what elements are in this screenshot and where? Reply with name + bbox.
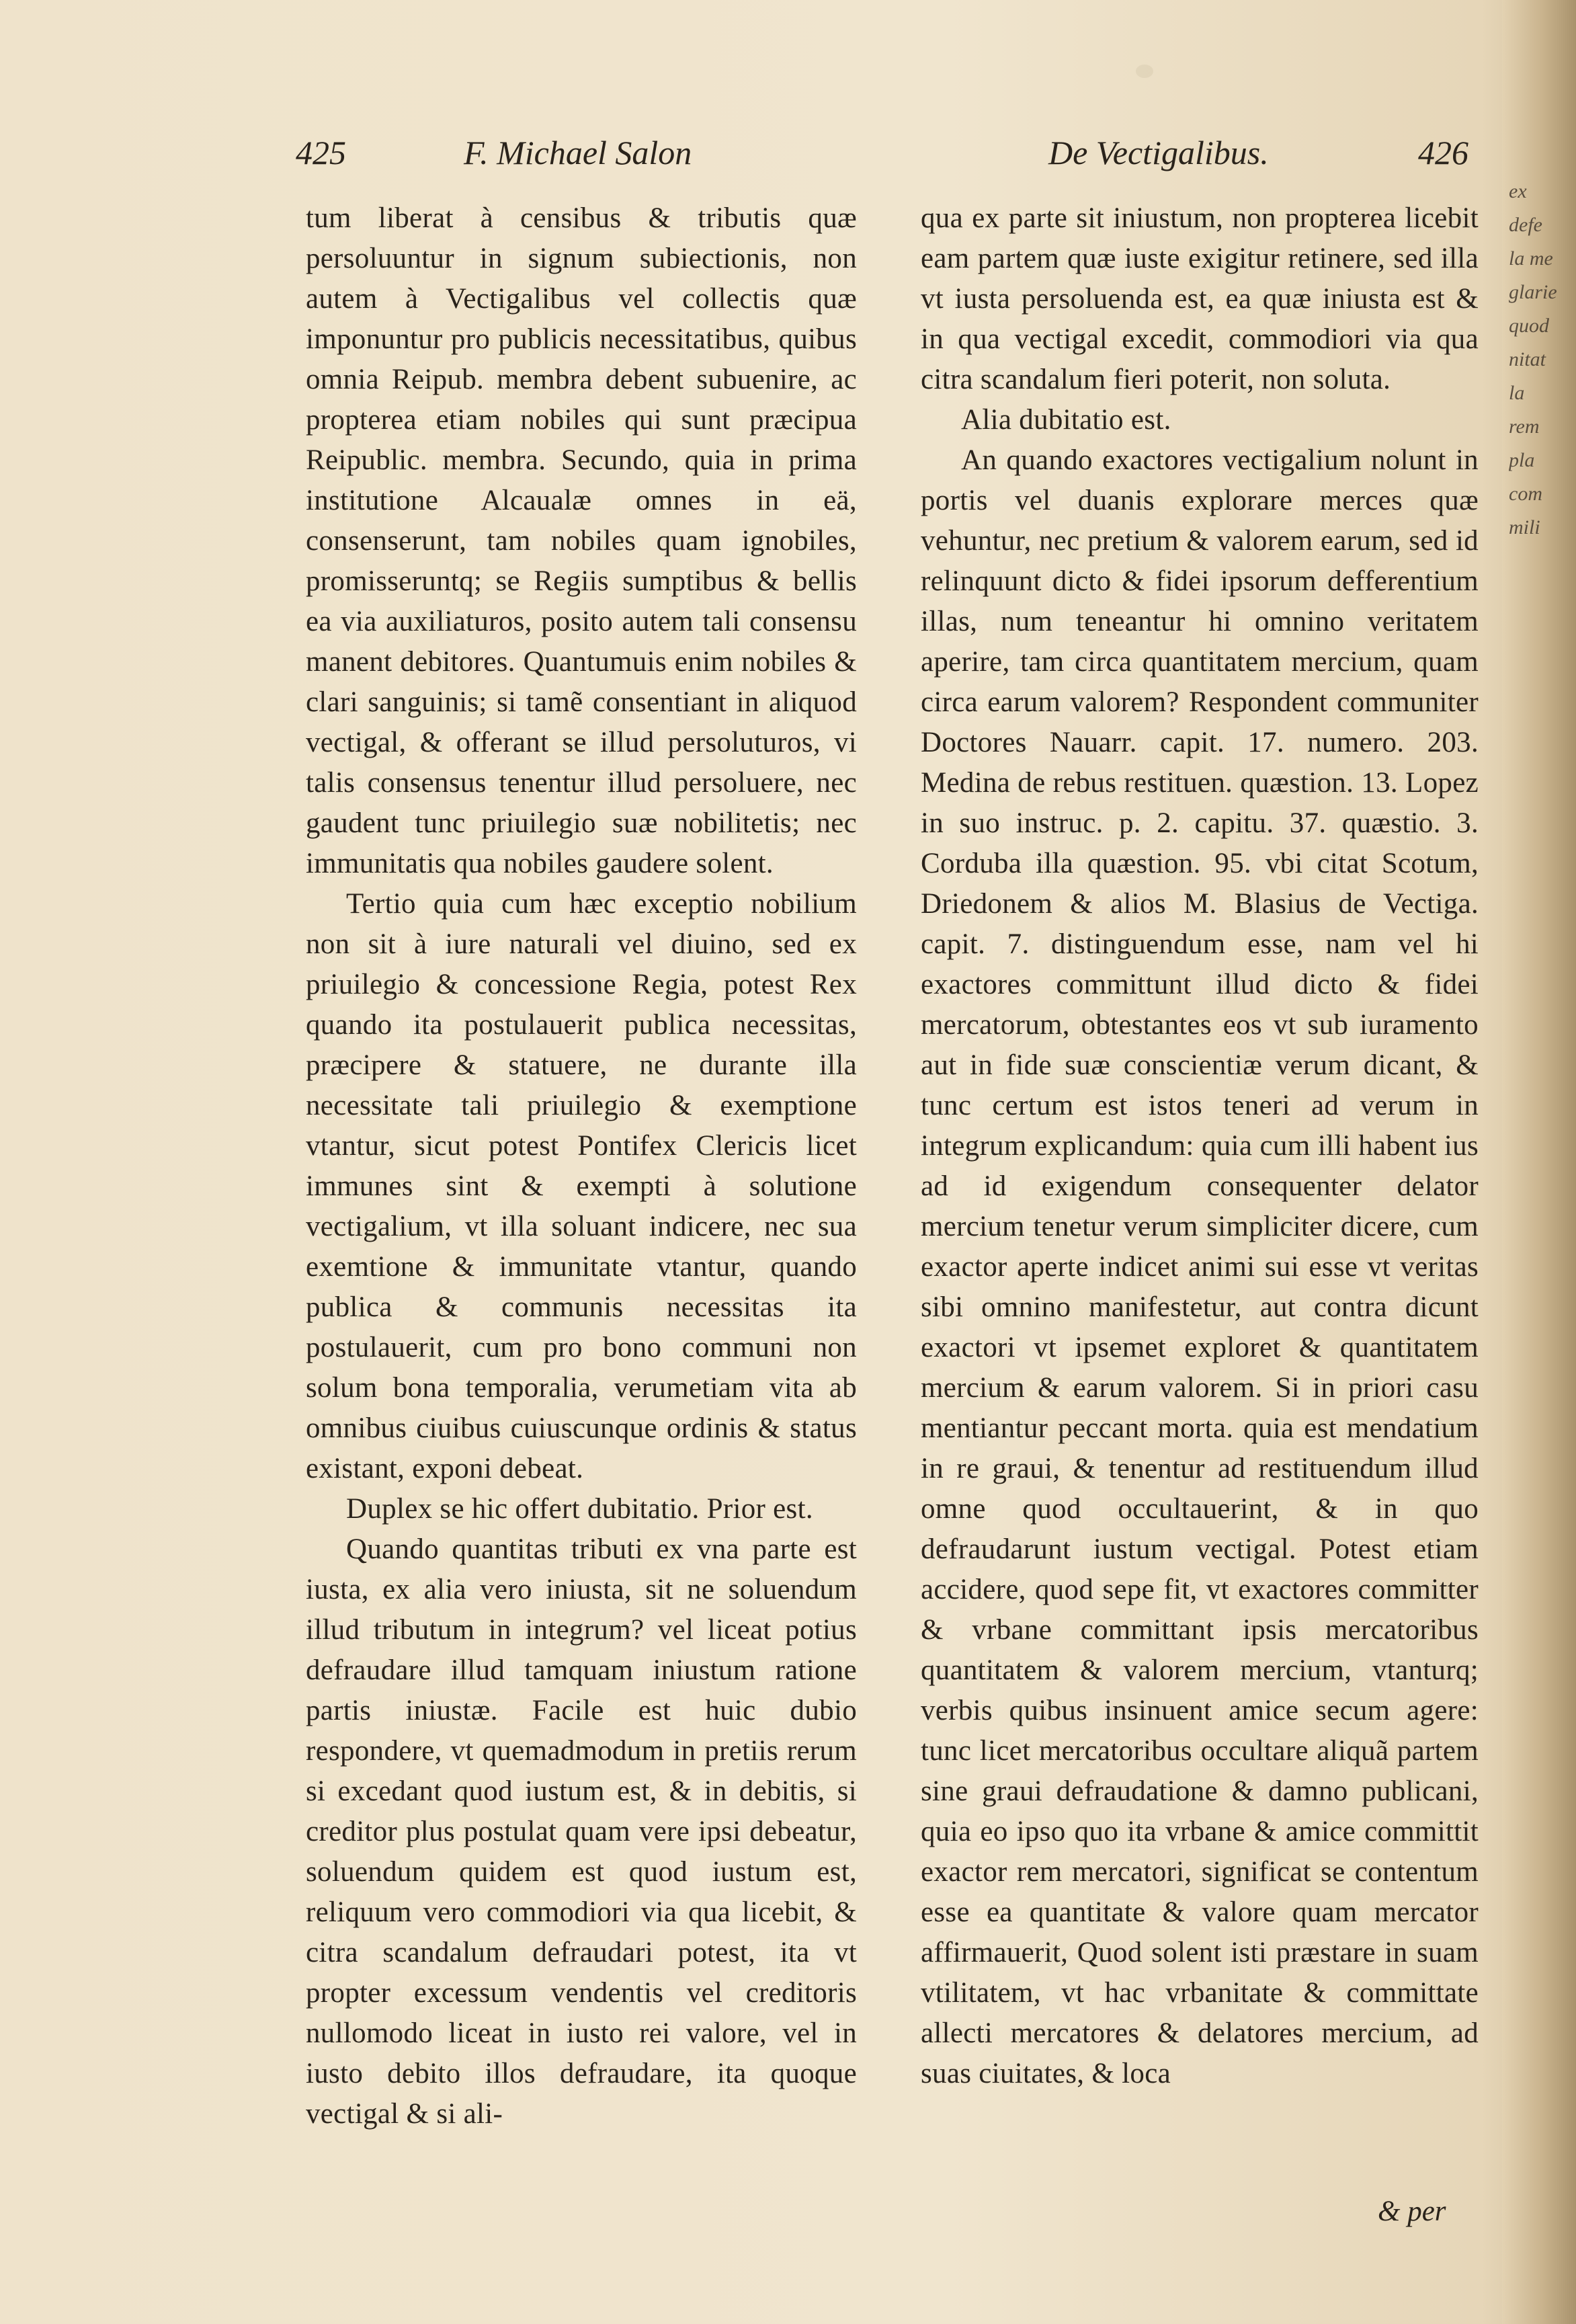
page-number-right: 426 xyxy=(1418,134,1468,171)
paragraph: Quando quantitas tributi ex vna parte est iusta, ex alia vero iniusta, sit ne soluendum illud tributum in integrum? vel liceat potius defraudare illud tamquam iniustum ratione partis iniustæ. Facile est huic dubio respondere, vt quemadmodum in pretiis rerum si excedant quod iustum est, & in debitis, si creditor plus postulat quam vere ipsi debeatur, soluendum quidem est quod iustum est, reliquum vero commodiori via qua licebit, & citra scandalum defraudari potest, ita vt propter excessum vendentis vel creditoris nullomodo liceat in iusto rei valore, vel in iusto debito illos defraudare, ita quoque vectigal & si ali- xyxy=(306,1533,857,2130)
paragraph: An quando exactores vectigalium nolunt in portis vel duanis explorare merces quæ vehuntur, nec pretium & valorem earum, sed id relinquunt dicto & fidei ipsorum defferentium illas, num teneantur hi omnino veritatem aperire, tam circa quantitatem mercium, quam circa earum valorem? Respondent communiter Doctores Nauarr. capit. 17. numero. 203. Medina de rebus restituen. quæstion. 13. Lopez in suo instruc. p. 2. capitu. 37. quæstio. 3. Corduba illa quæstion. 95. vbi citat Scotum, Driedonem & alios M. Blasius de Vectiga. capit. 7. distinguendum esse, nam vel hi exactores committunt illud dicto & fidei mercatorum, obtestantes eos vt sub iuramento aut in fide suæ conscientiæ verum dicant, & tunc certum est istos teneri ad verum in integrum explicandum: quia cum illi habent ius ad id exigendum consequenter delator mercium tenetur verum simpliciter dicere, cum exactor aperte indicet animi sui esse vt veritas sibi omnino manifestetur, aut contra dicunt exactori vt ipsemet exploret & quantitatem mercium & earum valorem. Si in priori casu mentiantur peccant morta. quia est mendatium in re graui, & tenentur ad restituendum illud omne quod occultauerint, & in quo defraudarunt iustum vectigal. Potest etiam accidere, quod sepe fit, vt exactores committer & vrbane committant ipsis mercatoribus quantitatem & valorem mercium, vtanturq; verbis quibus insinuent amice secum agere: tunc licet mercatoribus occultare aliquã partem sine graui defraudatione & damno publicani, quia eo ipso quo ita vrbane & amice committit exactor rem mercatori, significat se contentum esse ea quantitate & valore quam mercator affirmauerit, Quod solent isti præstare in suam vtilitatem, vt hac vrbanitate & committate allecti mercatores & delatores mercium, ad suas ciuitates, & loca xyxy=(921,444,1479,2089)
adjacent-page-edge xyxy=(1502,0,1576,2324)
adjacent-page-text: ex defe la me glarie quod nitat la rem pla com mili xyxy=(1509,180,1557,538)
right-text-column xyxy=(921,198,1479,2094)
ink-spot xyxy=(1136,65,1153,78)
paragraph: Alia dubitatio est. xyxy=(961,404,1171,436)
running-title-left: F. Michael Salon xyxy=(464,134,692,171)
left-text-column xyxy=(306,198,857,2134)
paragraph: tum liberat à censibus & tributis quæ persoluuntur in signum subiectionis, non autem à Vectigalibus vel collectis quæ imponuntur pro publicis necessitatibus, quibus omnia Reipub. membra debent subuenire, ac propterea etiam nobiles qui sunt præcipua Reipublic. membra. Secundo, quia in prima institutione Alcaualæ omnes in eä, consenserunt, tam nobiles quam ignobiles, promisseruntq; se Regiis sumptibus & bellis ea via auxiliaturos, posito autem tali consensu manent debitores. Quantumuis enim nobiles & clari sanguinis; si tamẽ consentiant in aliquod vectigal, & offerant se illud persoluturos, vi talis consensus tenentur illud persoluere, nec gaudent tunc priuilegio suæ nobilitetis; nec immunitatis qua nobiles gaudere solent. xyxy=(306,202,857,879)
page-number-left: 425 xyxy=(296,134,346,171)
paragraph: Duplex se hic offert dubitatio. Prior est. xyxy=(346,1493,813,1525)
paragraph: qua ex parte sit iniustum, non propterea licebit eam partem quæ iuste exigitur retinere, sed illa vt iusta persoluenda est, ea quæ iniusta est & in qua vectigal excedit, commodiori via qua citra scandalum fieri poterit, non soluta. xyxy=(921,202,1479,395)
paragraph: Tertio quia cum hæc exceptio nobilium non sit à iure naturali vel diuino, sed ex priuilegio & concessione Regia, potest Rex quando ita postulauerit publica necessitas, præcipere & statuere, ne durante illa necessitate tali priuilegio & exemptione vtantur, sicut potest Pontifex Clericis licet immunes sint & exempti à solutione vectigalium, vt illa soluant indicere, nec sua exemtione & immunitate vtantur, quando publica & communis necessitas ita postulauerit, cum pro bono communi non solum bona temporalia, verumetiam vita ab omnibus ciuibus cuiuscunque ordinis & status existant, exponi debeat. xyxy=(306,888,857,1484)
catchword: & per xyxy=(1378,2196,1446,2227)
running-title-right: De Vectigalibus. xyxy=(1048,134,1269,171)
page-header xyxy=(296,133,1468,180)
